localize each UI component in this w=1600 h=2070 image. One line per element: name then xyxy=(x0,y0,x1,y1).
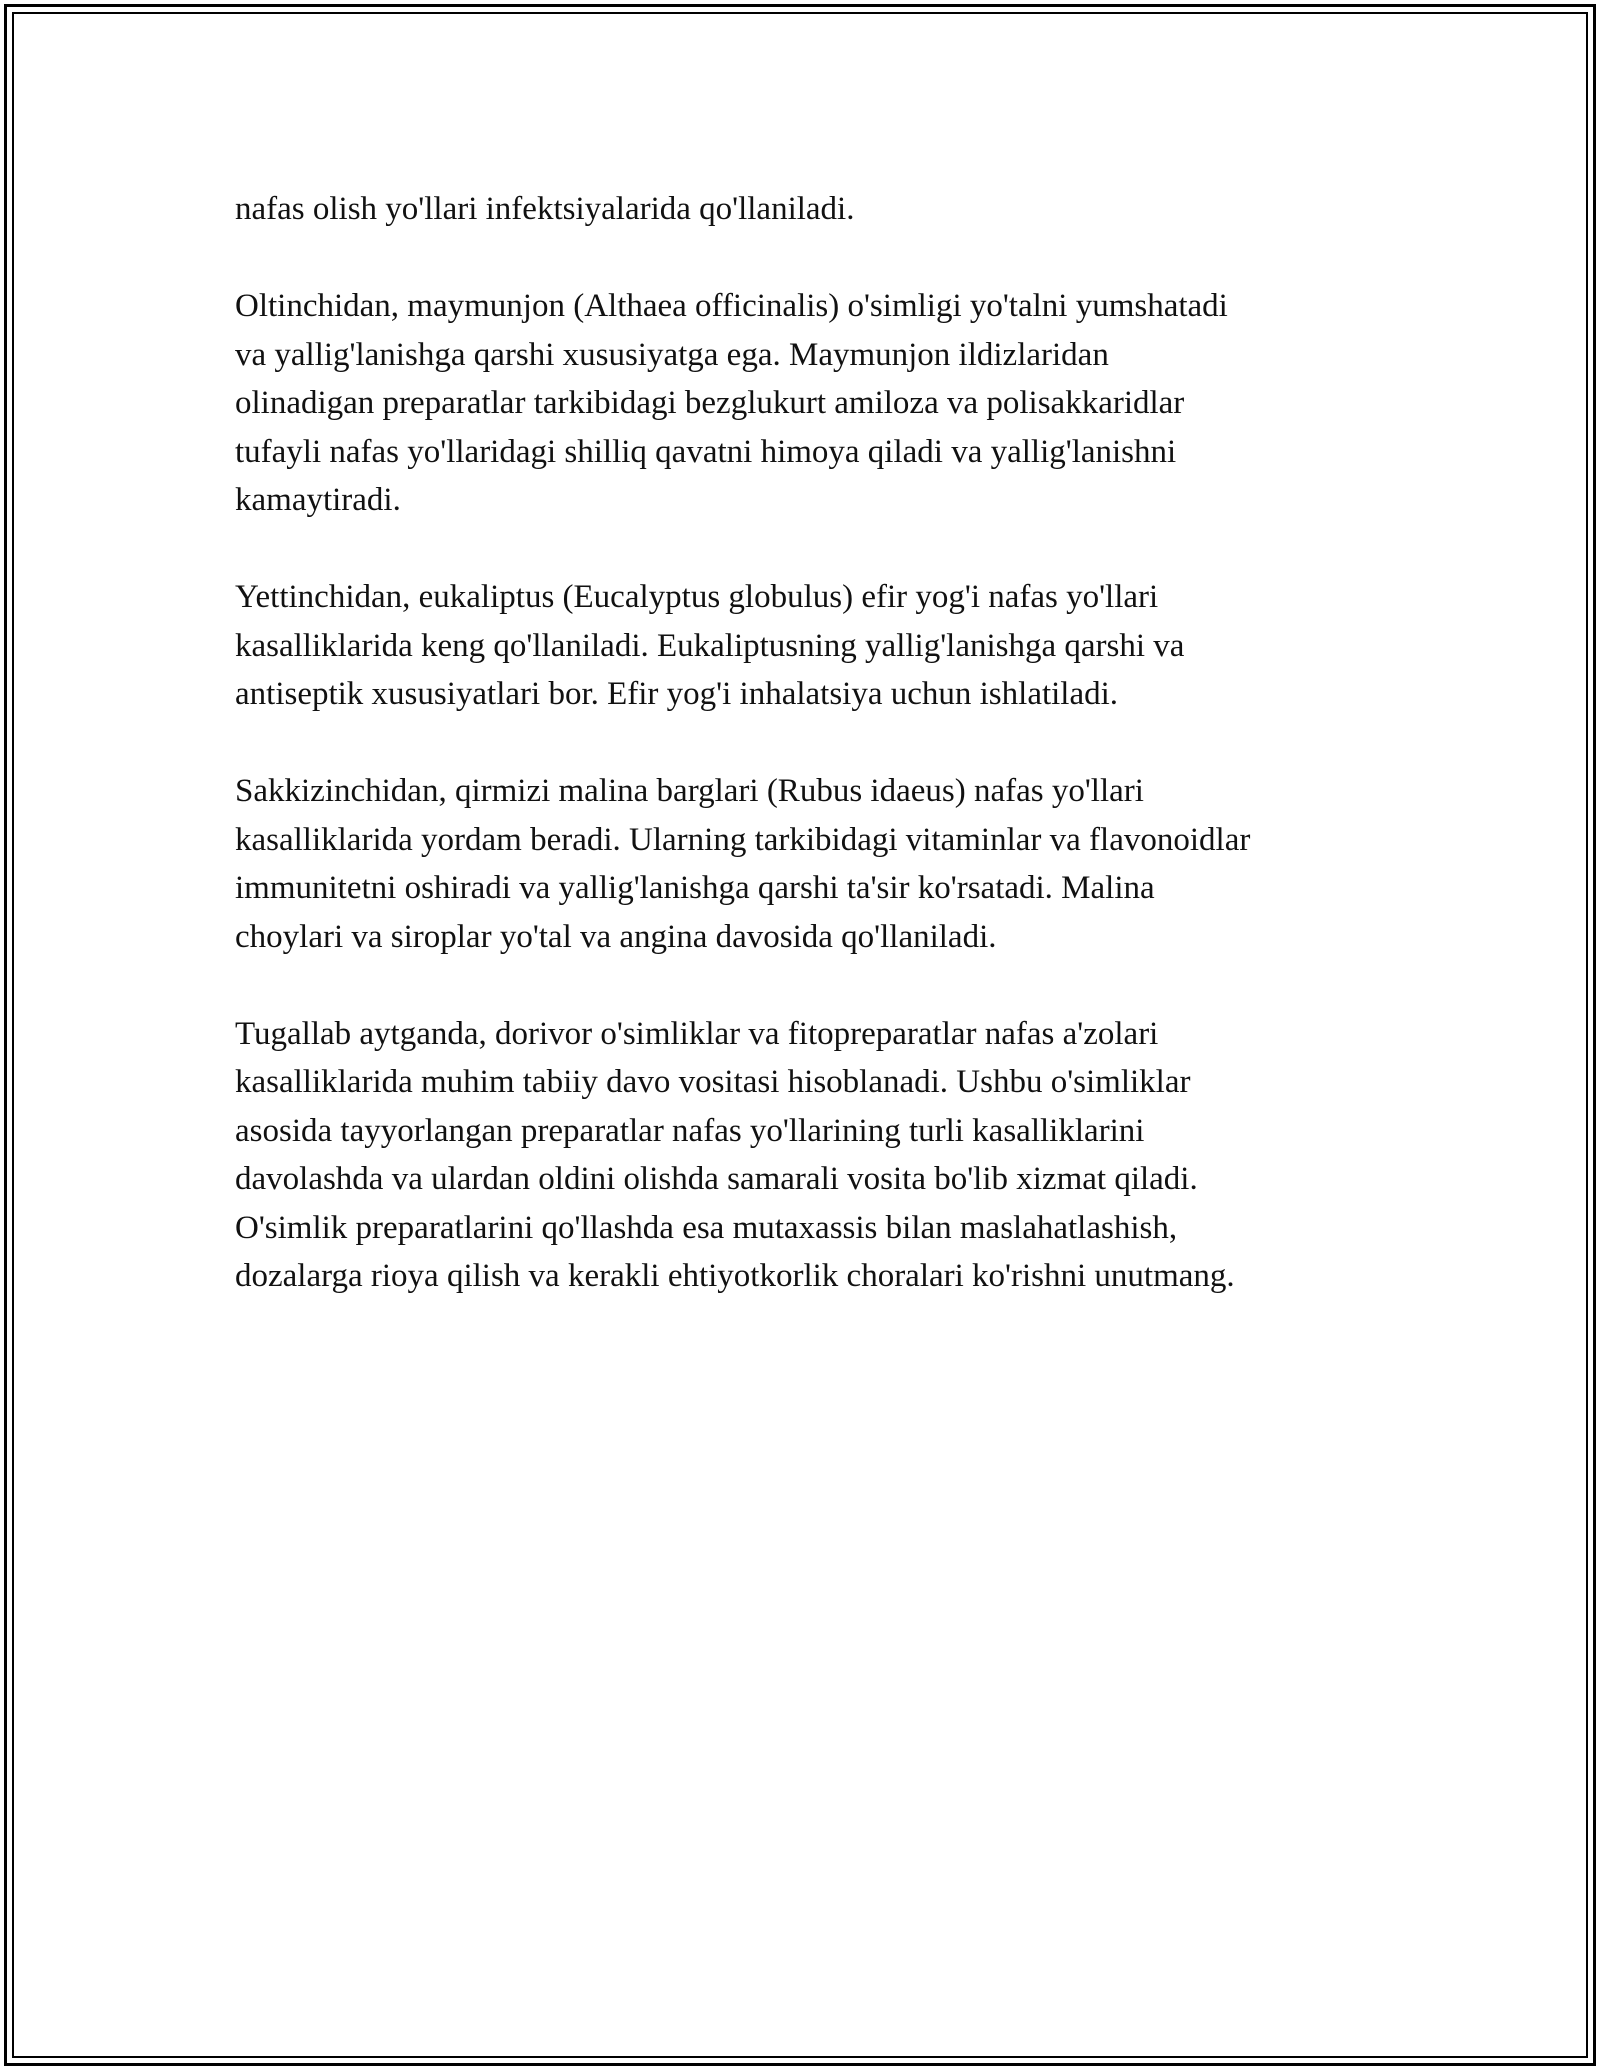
text-line: choylari va siroplar yo'tal va angina davosida qo'llaniladi. xyxy=(235,918,997,955)
paragraph-rubus xyxy=(235,767,1395,961)
paragraph-althaea xyxy=(235,282,1395,525)
paragraph-continuation xyxy=(235,185,1395,234)
paragraph-conclusion xyxy=(235,1010,1395,1301)
text-line: nafas olish yo'llari infektsiyalarida qo'llaniladi. xyxy=(235,191,855,227)
text-line: kasalliklarida muhim tabiiy davo vositasi hisoblanadi. Ushbu o'simliklar xyxy=(235,1064,1191,1100)
text-line: Sakkizinchidan, qirmizi malina barglari (Rubus idaeus) nafas yo'llari xyxy=(235,773,1144,809)
text-line: va yallig'lanishga qarshi xususiyatga ega. Maymunjon ildizlaridan xyxy=(235,336,1109,373)
text-line: dozalarga rioya qilish va kerakli ehtiyotkorlik choralari ko'rishni unutmang. xyxy=(235,1258,1235,1294)
paragraph-eucalyptus xyxy=(235,573,1395,719)
text-line: Oltinchidan, maymunjon (Althaea officinalis) o'simligi yo'talni yumshatadi xyxy=(235,288,1228,324)
text-line: antiseptik xususiyatlari bor. Efir yog'i inhalatsiya uchun ishlatiladi. xyxy=(235,676,1119,712)
text-line: asosida tayyorlangan preparatlar nafas yo'llarining turli kasalliklarini xyxy=(235,1112,1145,1149)
text-line: kasalliklarida keng qo'llaniladi. Eukaliptusning yallig'lanishga qarshi va xyxy=(235,627,1185,664)
text-line: kamaytiradi. xyxy=(235,482,401,518)
text-line: davolashda va ulardan oldini olishda samarali vosita bo'lib xizmat qiladi. xyxy=(235,1161,1198,1197)
document-body xyxy=(235,185,1395,1349)
text-line: Yettinchidan, eukaliptus (Eucalyptus globulus) efir yog'i nafas yo'llari xyxy=(235,579,1159,615)
text-line: immunitetni oshiradi va yallig'lanishga qarshi ta'sir ko'rsatadi. Malina xyxy=(235,870,1155,906)
text-line: kasalliklarida yordam beradi. Ularning tarkibidagi vitaminlar va flavonoidlar xyxy=(235,821,1251,858)
text-line: Tugallab aytganda, dorivor o'simliklar va fitopreparatlar nafas a'zolari xyxy=(235,1015,1159,1052)
text-line: tufayli nafas yo'llaridagi shilliq qavatni himoya qiladi va yallig'lanishni xyxy=(235,433,1177,470)
text-line: O'simlik preparatlarini qo'llashda esa mutaxassis bilan maslahatlashish, xyxy=(235,1209,1178,1246)
text-line: olinadigan preparatlar tarkibidagi bezglukurt amiloza va polisakkaridlar xyxy=(235,385,1185,421)
